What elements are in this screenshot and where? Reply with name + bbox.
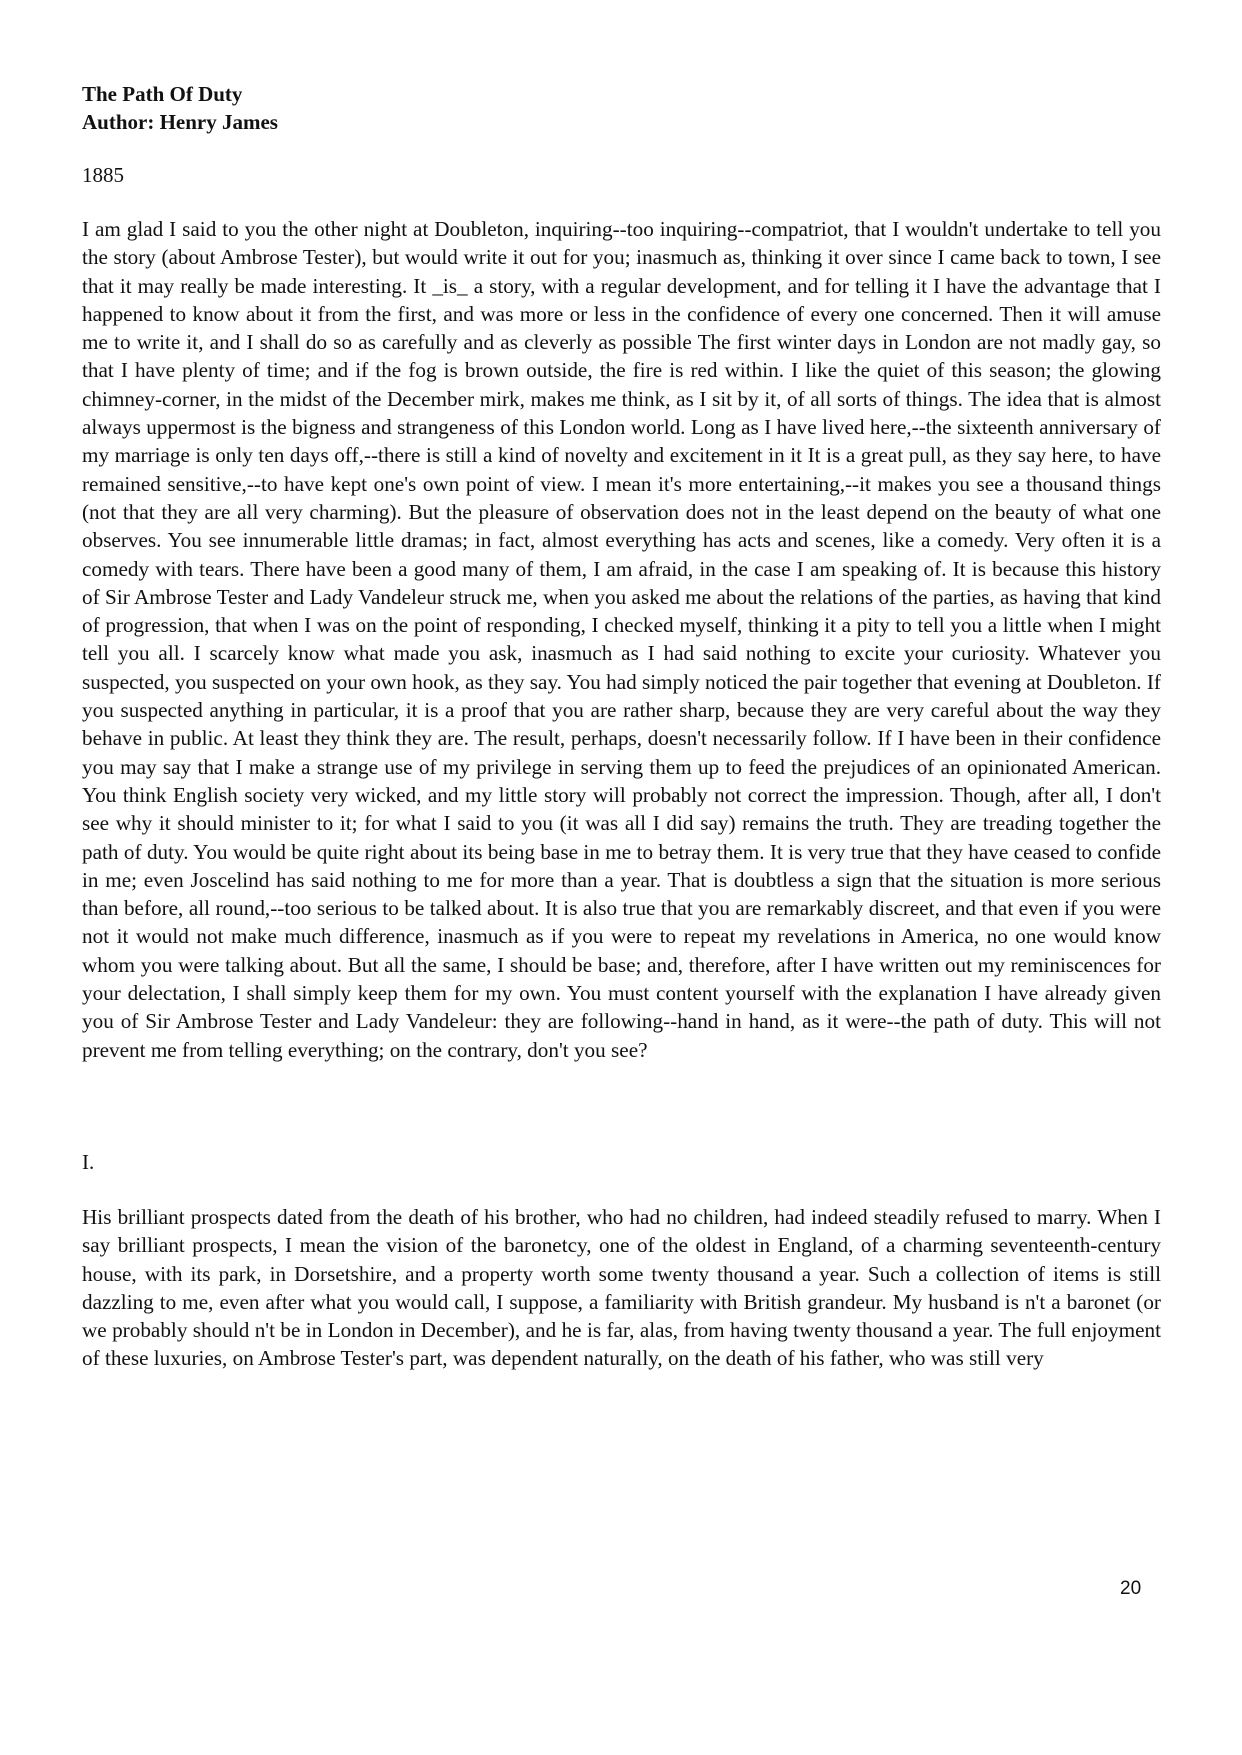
- publication-year: 1885: [82, 163, 124, 187]
- section-heading: I.: [82, 1149, 95, 1174]
- title-block: [82, 80, 1161, 136]
- author-line: Author: Henry James: [82, 110, 278, 134]
- intro-paragraph: I am glad I said to you the other night at Doubleton, inquiring--too inquiring--compatriot, that I wouldn't undertake to tell you the story (about Ambrose Tester), but would write it out for you; inasmuch as, thinking it over since I came back to town, I see that it may really be made interesting. It _is_ a story, with a regular development, and for telling it I have the advantage that I happened to know about it from the first, and was more or less in the confidence of every one concerned. Then it will amuse me to write it, and I shall do so as carefully and as cleverly as possible The first winter days in London are not madly gay, so that I have plenty of time; and if the fog is brown outside, the fire is red within. I like the quiet of this season; the glowing chimney-corner, in the midst of the December mirk, makes me think, as I sit by it, of all sorts of things. The idea that is almost always uppermost is the bigness and strangeness of this London world. Long as I have lived here,--the sixteenth anniversary of my marriage is only ten days off,--there is still a kind of novelty and excitement in it It is a great pull, as they say here, to have remained sensitive,--to have kept one's own point of view. I mean it's more entertaining,--it makes you see a thousand things (not that they are all very charming). But the pleasure of observation does not in the least depend on the beauty of what one observes. You see innumerable little dramas; in fact, almost everything has acts and scenes, like a comedy. Very often it is a comedy with tears. There have been a good many of them, I am afraid, in the case I am speaking of. It is because this history of Sir Ambrose Tester and Lady Vandeleur struck me, when you asked me about the relations of the parties, as having that kind of progression, that when I was on the point of responding, I checked myself, thinking it a pity to tell you a little when I might tell you all. I scarcely know what made you ask, inasmuch as I had said nothing to excite your curiosity. Whatever you suspected, you suspected on your own hook, as they say. You had simply noticed the pair together that evening at Doubleton. If you suspected anything in particular, it is a proof that you are rather sharp, because they are very careful about the way they behave in public. At least they think they are. The result, perhaps, doesn't necessarily follow. If I have been in their confidence you may say that I make a strange use of my privilege in serving them up to feed the prejudices of an opinionated American. You think English society very wicked, and my little story will probably not correct the impression. Though, after all, I don't see why it should minister to it; for what I said to you (it was all I did say) remains the truth. They are treading together the path of duty. You would be quite right about its being base in me to betray them. It is very true that they have ceased to confide in me; even Joscelind has said nothing to me for more than a year. That is doubtless a sign that the situation is more serious than before, all round,--too serious to be talked about. It is also true that you are remarkably discreet, and that even if you were not it would not make much difference, inasmuch as if you were to repeat my revelations in America, no one would know whom you were talking about. But all the same, I should be base; and, therefore, after I have written out my reminiscences for your delectation, I shall simply keep them for my own. You must content yourself with the explanation I have already given you of Sir Ambrose Tester and Lady Vandeleur: they are following--hand in hand, as it were--the path of duty. This will not prevent me from telling everything; on the contrary, don't you see?: [82, 217, 1161, 1062]
- chapter-paragraph: His brilliant prospects dated from the death of his brother, who had no children, had indeed steadily refused to marry. When I say brilliant prospects, I mean the vision of the baronetcy, one of the oldest in England, of a charming seventeenth-century house, with its park, in Dorsetshire, and a property worth some twenty thousand a year. Such a collection of items is still dazzling to me, even after what you would call, I suppose, a familiarity with British grandeur. My husband is n't a baronet (or we probably should n't be in London in December), and he is far, alas, from having twenty thousand a year. The full enjoyment of these luxuries, on Ambrose Tester's part, was dependent naturally, on the death of his father, who was still very: [82, 1204, 1161, 1371]
- document-title: The Path Of Duty: [82, 82, 243, 106]
- document-page: [82, 80, 1161, 1373]
- page-number: 20: [1120, 1578, 1142, 1599]
